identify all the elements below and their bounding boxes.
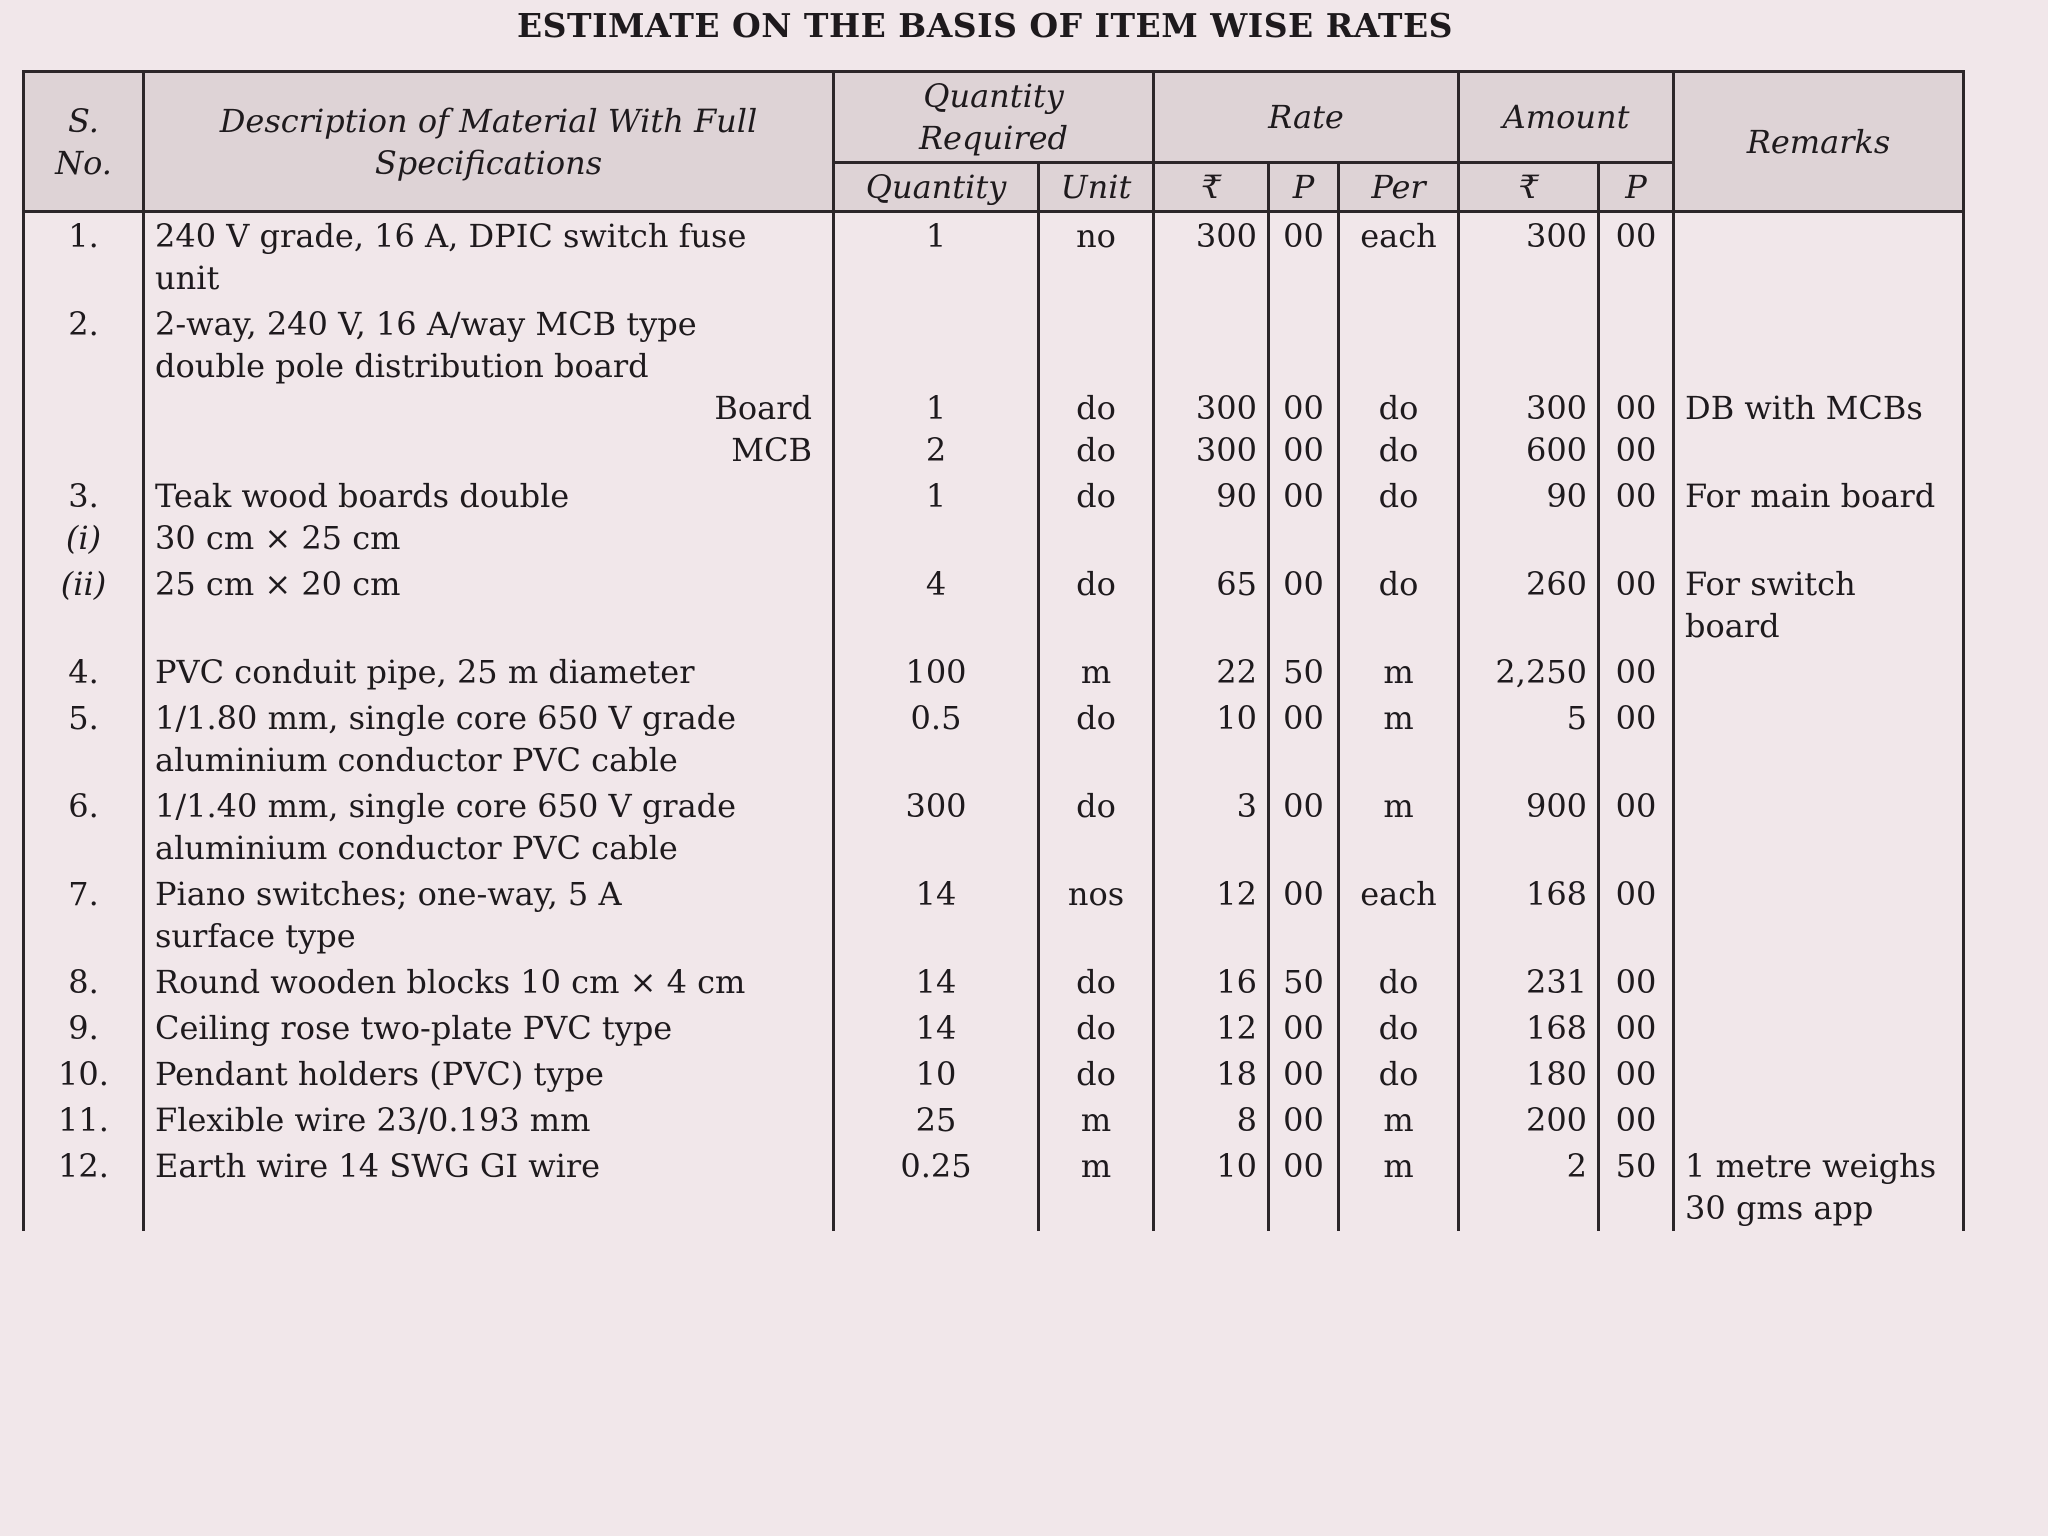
- rate-paise: 00: [1283, 477, 1324, 515]
- rate-per: m: [1383, 1101, 1414, 1139]
- amount-rupees: 90: [1546, 477, 1588, 515]
- amount-paise: 00: [1615, 389, 1657, 427]
- table-row: [24, 1143, 1964, 1231]
- quantity: 14: [915, 875, 957, 913]
- rate-per: do: [1378, 963, 1419, 1001]
- description-line: aluminium conductor PVC cable: [155, 741, 678, 779]
- quantity: 1: [925, 389, 947, 427]
- rate-per: each: [1360, 217, 1437, 255]
- quantity: 100: [905, 653, 967, 691]
- description-line: Ceiling rose two-plate PVC type: [155, 1009, 673, 1047]
- rate-rupees: 8: [1236, 1101, 1257, 1139]
- amount-rupees: 231: [1525, 963, 1588, 1001]
- header-rate: Rate: [1154, 72, 1459, 163]
- rate-rupees: 90: [1216, 477, 1257, 515]
- rate-paise: 00: [1283, 431, 1324, 469]
- amount-rupees: 168: [1525, 875, 1588, 913]
- sno: 1.: [68, 217, 99, 255]
- table-row: [24, 301, 1964, 473]
- sno: 11.: [58, 1101, 109, 1139]
- header-quantity: Quantity: [834, 163, 1039, 212]
- rate-paise: 50: [1283, 653, 1324, 691]
- header-amount: Amount: [1459, 72, 1674, 163]
- header-remarks: Remarks: [1674, 72, 1964, 212]
- sno: (ii): [60, 565, 107, 603]
- header-quantity-required: Quantity Required: [834, 72, 1154, 163]
- rate-paise: 00: [1283, 787, 1324, 825]
- description-line: PVC conduit pipe, 25 m diameter: [155, 653, 695, 691]
- description-line: Pendant holders (PVC) type: [155, 1055, 604, 1093]
- description-line: Round wooden blocks 10 cm × 4 cm: [155, 963, 746, 1001]
- amount-rupees: 900: [1525, 787, 1588, 825]
- quantity: 1: [925, 217, 947, 255]
- quantity: 300: [905, 787, 967, 825]
- header-per: Per: [1339, 163, 1459, 212]
- header-amount-rupee: ₹: [1459, 163, 1599, 212]
- header-amount-paise: P: [1599, 163, 1674, 212]
- remarks: For main board: [1685, 477, 1936, 515]
- rate-per: m: [1383, 1147, 1414, 1185]
- amount-paise: 00: [1615, 1055, 1657, 1093]
- rate-per: do: [1378, 431, 1419, 469]
- sno: 5.: [68, 699, 99, 737]
- sno: 10.: [58, 1055, 109, 1093]
- sno: 9.: [68, 1009, 99, 1047]
- rate-rupees: 12: [1216, 875, 1257, 913]
- amount-paise: 00: [1615, 1101, 1657, 1139]
- rate-paise: 50: [1283, 963, 1324, 1001]
- unit: do: [1076, 963, 1116, 1001]
- description-line: 240 V grade, 16 A, DPIC switch fuse: [155, 217, 747, 255]
- rate-paise: 00: [1283, 565, 1324, 603]
- rate-per: m: [1383, 699, 1414, 737]
- sno: 6.: [68, 787, 99, 825]
- rate-rupees: 16: [1216, 963, 1257, 1001]
- rate-rupees: 3: [1236, 787, 1257, 825]
- description-line: 25 cm × 20 cm: [155, 565, 401, 603]
- unit: m: [1080, 653, 1112, 691]
- rate-paise: 00: [1283, 1055, 1324, 1093]
- table-row: [24, 561, 1964, 649]
- amount-paise: 00: [1615, 477, 1657, 515]
- unit: do: [1076, 699, 1116, 737]
- description-line: aluminium conductor PVC cable: [155, 829, 678, 867]
- description-line: unit: [155, 259, 220, 297]
- sub-item-label: MCB: [731, 431, 812, 469]
- rate-rupees: 12: [1216, 1009, 1257, 1047]
- table-row: [24, 212, 1964, 302]
- description-line: 1/1.40 mm, single core 650 V grade: [155, 787, 737, 825]
- rate-rupees: 22: [1216, 653, 1257, 691]
- description-line: Teak wood boards double: [155, 477, 570, 515]
- rate-per: m: [1383, 787, 1414, 825]
- table-row: [24, 695, 1964, 783]
- description-line: Flexible wire 23/0.193 mm: [155, 1101, 591, 1139]
- amount-paise: 00: [1615, 431, 1657, 469]
- rate-rupees: 18: [1216, 1055, 1257, 1093]
- rate-per: do: [1378, 1009, 1419, 1047]
- rate-paise: 00: [1283, 217, 1324, 255]
- unit: do: [1076, 565, 1116, 603]
- table-row: [24, 1097, 1964, 1143]
- amount-rupees: 300: [1525, 389, 1588, 427]
- quantity: 0.25: [900, 1147, 972, 1185]
- amount-paise: 00: [1615, 217, 1657, 255]
- rate-per: do: [1378, 565, 1419, 603]
- sno: 8.: [68, 963, 99, 1001]
- rate-per: do: [1378, 1055, 1419, 1093]
- unit: m: [1080, 1101, 1112, 1139]
- amount-rupees: 300: [1525, 217, 1588, 255]
- description-line: 30 cm × 25 cm: [155, 519, 401, 557]
- quantity: 2: [925, 431, 947, 469]
- rate-rupees: 300: [1195, 431, 1257, 469]
- sno: 2.: [68, 305, 99, 343]
- rate-paise: 00: [1283, 875, 1324, 913]
- remarks: For switch board: [1685, 565, 1856, 645]
- unit: do: [1076, 431, 1116, 469]
- rate-paise: 00: [1283, 389, 1324, 427]
- table-row: [24, 871, 1964, 959]
- unit: do: [1076, 1055, 1116, 1093]
- rate-per: do: [1378, 389, 1419, 427]
- table-row: [24, 783, 1964, 871]
- unit: do: [1076, 1009, 1116, 1047]
- sno: 4.: [68, 653, 99, 691]
- amount-paise: 50: [1615, 1147, 1657, 1185]
- estimate-table: [22, 70, 1965, 1231]
- amount-rupees: 600: [1525, 431, 1588, 469]
- table-row: [24, 473, 1964, 561]
- header-rate-rupee: ₹: [1154, 163, 1269, 212]
- table-row: [24, 649, 1964, 695]
- unit: do: [1076, 477, 1116, 515]
- header-unit: Unit: [1039, 163, 1154, 212]
- quantity: 25: [915, 1101, 957, 1139]
- amount-paise: 00: [1615, 653, 1657, 691]
- unit: m: [1080, 1147, 1112, 1185]
- page-title: ESTIMATE ON THE BASIS OF ITEM WISE RATES: [517, 6, 1453, 45]
- sno: 3.: [68, 477, 99, 515]
- rate-rupees: 10: [1216, 699, 1257, 737]
- rate-paise: 00: [1283, 1147, 1324, 1185]
- amount-rupees: 2: [1566, 1147, 1588, 1185]
- description-line: double pole distribution board: [155, 347, 649, 385]
- sno: 12.: [58, 1147, 109, 1185]
- header-sno: S. No.: [24, 72, 144, 212]
- description-line: Piano switches; one-way, 5 A: [155, 875, 622, 913]
- description-line: Earth wire 14 SWG GI wire: [155, 1147, 601, 1185]
- amount-rupees: 260: [1525, 565, 1588, 603]
- remarks: 1 metre weighs 30 gms app: [1685, 1147, 1937, 1227]
- header-rate-paise: P: [1269, 163, 1339, 212]
- unit: no: [1076, 217, 1116, 255]
- unit: do: [1076, 389, 1116, 427]
- amount-paise: 00: [1615, 1009, 1657, 1047]
- rate-per: each: [1360, 875, 1437, 913]
- rate-per: do: [1378, 477, 1419, 515]
- rate-rupees: 10: [1216, 1147, 1257, 1185]
- rate-rupees: 300: [1195, 389, 1257, 427]
- rate-per: m: [1383, 653, 1414, 691]
- sno: 7.: [68, 875, 99, 913]
- remarks: DB with MCBs: [1685, 389, 1923, 427]
- quantity: 14: [915, 963, 957, 1001]
- description-line: 1/1.80 mm, single core 650 V grade: [155, 699, 737, 737]
- amount-paise: 00: [1615, 699, 1657, 737]
- table-row: [24, 1005, 1964, 1051]
- table-row: [24, 1051, 1964, 1097]
- rate-rupees: 300: [1195, 217, 1257, 255]
- amount-paise: 00: [1615, 963, 1657, 1001]
- quantity: 14: [915, 1009, 957, 1047]
- description-line: surface type: [155, 917, 356, 955]
- amount-rupees: 180: [1525, 1055, 1588, 1093]
- quantity: 10: [915, 1055, 957, 1093]
- amount-rupees: 2,250: [1495, 653, 1588, 691]
- rate-paise: 00: [1283, 1009, 1324, 1047]
- amount-rupees: 168: [1525, 1009, 1588, 1047]
- unit: nos: [1067, 875, 1125, 913]
- amount-rupees: 5: [1566, 699, 1588, 737]
- quantity: 4: [925, 565, 947, 603]
- rate-paise: 00: [1283, 1101, 1324, 1139]
- quantity: 1: [925, 477, 947, 515]
- rate-paise: 00: [1283, 699, 1324, 737]
- amount-rupees: 200: [1525, 1101, 1588, 1139]
- amount-paise: 00: [1615, 565, 1657, 603]
- amount-paise: 00: [1615, 875, 1657, 913]
- table-row: [24, 959, 1964, 1005]
- description-line: 2-way, 240 V, 16 A/way MCB type: [155, 305, 697, 343]
- unit: do: [1076, 787, 1116, 825]
- rate-rupees: 65: [1216, 565, 1257, 603]
- header-description: Description of Material With Full Specifications: [144, 72, 834, 212]
- amount-paise: 00: [1615, 787, 1657, 825]
- sub-item-label: Board: [714, 389, 812, 427]
- quantity: 0.5: [910, 699, 962, 737]
- sno-sub: (i): [65, 519, 102, 557]
